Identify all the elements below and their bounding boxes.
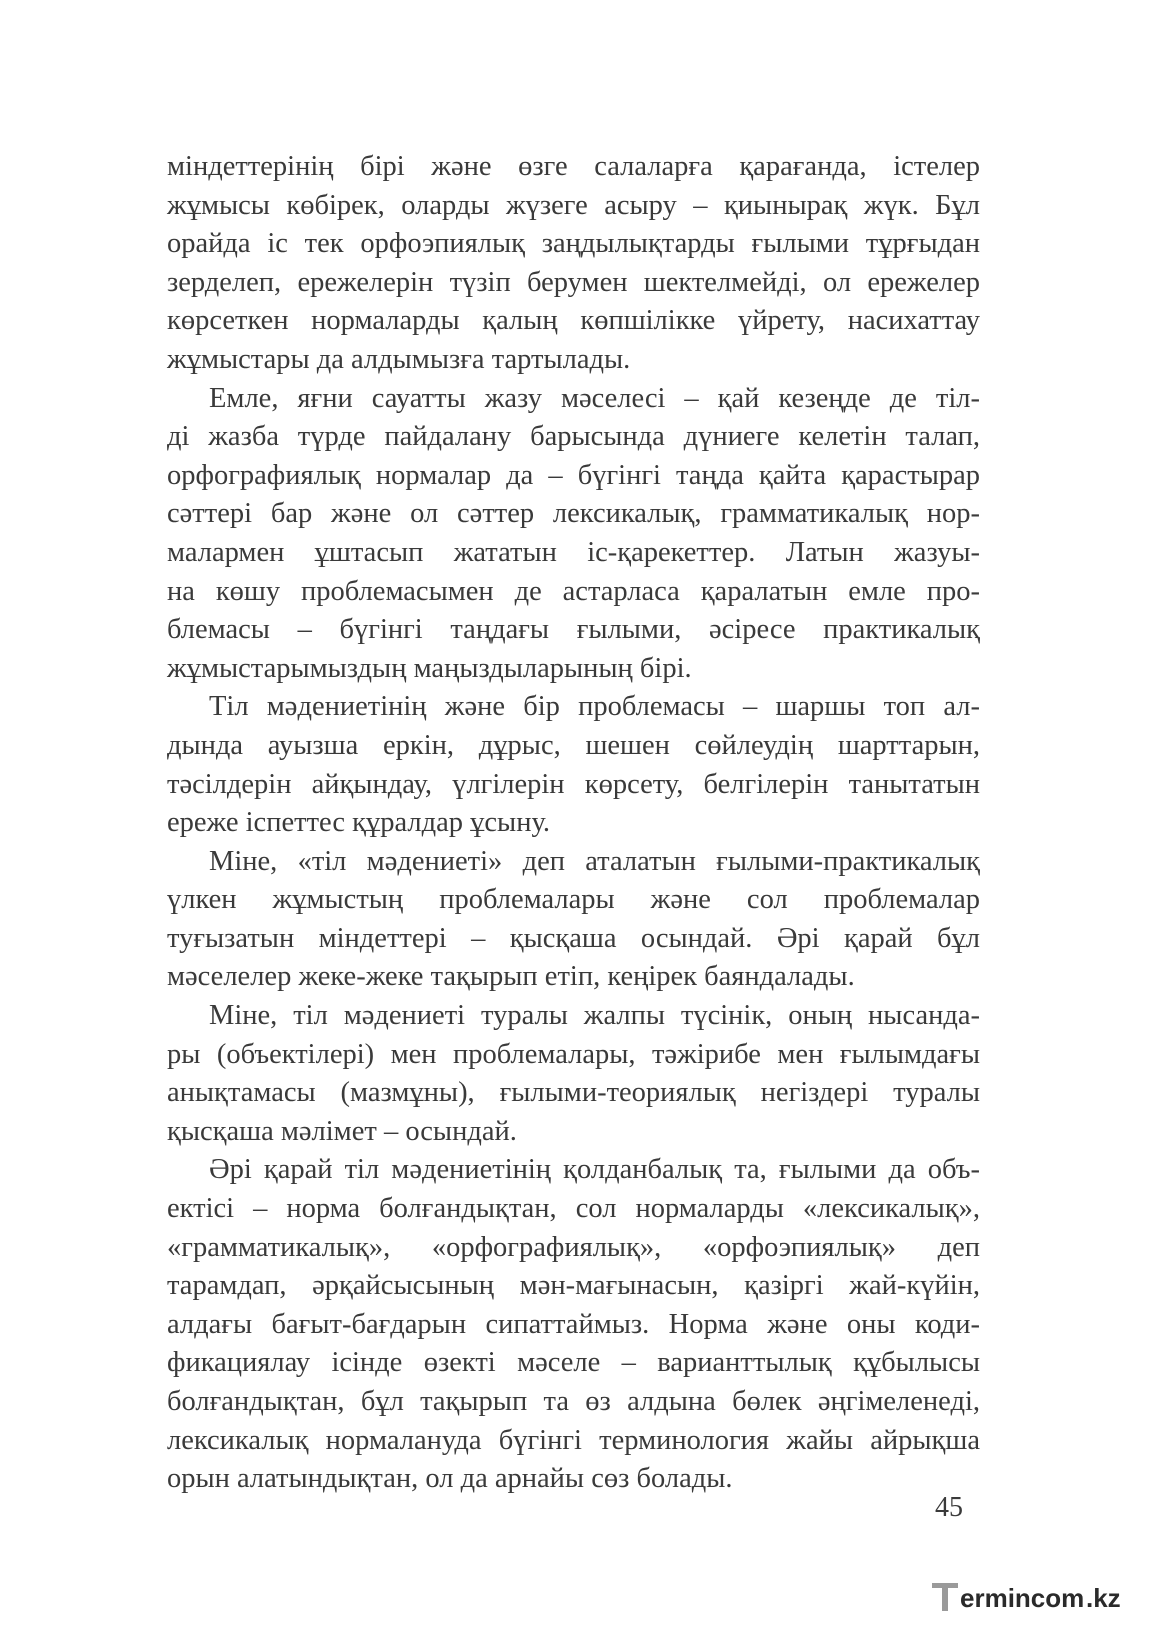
text-line: малармен ұштасып жататын іс-қарекеттер. Латын жазуы- (167, 536, 980, 568)
text-line: на көшу проблемасымен де астарласа қаралатын емле про- (167, 575, 980, 607)
t-logo-icon (928, 1577, 1138, 1617)
text-line: міндеттерінің бірі және өзге салаларға қарағанда, істелер (167, 151, 980, 182)
text-line: ры (объектілері) мен проблемалары, тәжірибе мен ғылымдағы (167, 1038, 980, 1070)
watermark-domain: .kz (1086, 1583, 1121, 1613)
text-line: орфографиялық нормалар да – бүгінгі таңда қайта қарастырар (167, 459, 980, 491)
text-line: жұмысы көбірек, оларды жүзеге асыру – қиынырақ жүк. Бұл (167, 189, 980, 221)
text-line: Әрі қарай тіл мәдениетінің қолданбалық та, ғылыми да объ- (209, 1154, 980, 1186)
text-line: ектісі – норма болғандықтан, сол нормаларды «лексикалық», (167, 1193, 980, 1225)
text-line: ді жазба түрде пайдалану барысында дүниеге келетін талап, (167, 421, 980, 453)
text-line: орайда іс тек орфоэпиялық заңдылықтарды ғылыми тұрғыдан (167, 228, 980, 260)
termincom-watermark (928, 1577, 1138, 1617)
text-line: ереже іспеттес құралдар ұсыну. (167, 807, 550, 839)
text-line: туғызатын міндеттері – қысқаша осындай. Әрі қарай бұл (167, 922, 980, 954)
text-line: қысқаша мәлімет – осындай. (167, 1115, 517, 1147)
text-line: жұмыстарымыздың маңыздыларының бірі. (167, 652, 692, 684)
page-number: 45 (935, 1492, 963, 1523)
text-line: тарамдап, әрқайсысының мән-мағынасын, қазіргі жай-күйін, (167, 1270, 980, 1302)
text-line: орын алатындықтан, ол да арнайы сөз болады. (167, 1463, 733, 1495)
text-line: көрсеткен нормаларды қалың көпшілікке үйрету, насихаттау (167, 305, 980, 337)
text-line: Тіл мәдениетінің және бір проблемасы – шаршы топ ал- (209, 691, 980, 723)
text-line: сәттері бар және ол сәттер лексикалық, грамматикалық нор- (167, 498, 980, 530)
text-line: Емле, яғни сауатты жазу мәселесі – қай кезеңде де тіл- (209, 382, 980, 414)
text-line: анықтамасы (мазмұны), ғылыми-теориялық негіздері туралы (167, 1077, 980, 1109)
text-line: лексикалық нормалануда бүгінгі терминология жайы айрықша (167, 1424, 980, 1456)
text-line: алдағы бағыт-бағдарын сипаттаймыз. Норма және оны коди- (167, 1308, 980, 1340)
text-line: Міне, тіл мәдениеті туралы жалпы түсінік, оның нысанда- (209, 1000, 980, 1032)
text-line: блемасы – бүгінгі таңдағы ғылыми, әсіресе практикалық (167, 614, 980, 646)
text-line: болғандықтан, бұл тақырып та өз алдына бөлек әңгімеленеді, (167, 1386, 980, 1417)
text-line: мәселелер жеке-жеке тақырып етіп, кеңірек баяндалады. (167, 961, 855, 993)
text-line: фикациялау ісінде өзекті мәселе – варианттылық құбылысы (167, 1347, 980, 1379)
text-line: жұмыстары да алдымызға тартылады. (167, 343, 631, 375)
body-text (167, 148, 980, 1499)
text-line: тәсілдерін айқындау, үлгілерін көрсету, белгілерін танытатын (167, 768, 980, 800)
watermark-text: ermincom (960, 1583, 1085, 1613)
text-line: дында ауызша еркін, дұрыс, шешен сөйлеудің шарттарын, (167, 729, 980, 761)
text-line: Міне, «тіл мәдениеті» деп аталатын ғылыми-практикалық (209, 845, 980, 877)
text-line: «грамматикалық», «орфографиялық», «орфоэпиялық» деп (167, 1231, 980, 1263)
text-line: зерделеп, ережелерін түзіп берумен шектелмейді, ол ережелер (167, 266, 980, 298)
text-line: үлкен жұмыстың проблемалары және сол проблемалар (167, 884, 980, 916)
